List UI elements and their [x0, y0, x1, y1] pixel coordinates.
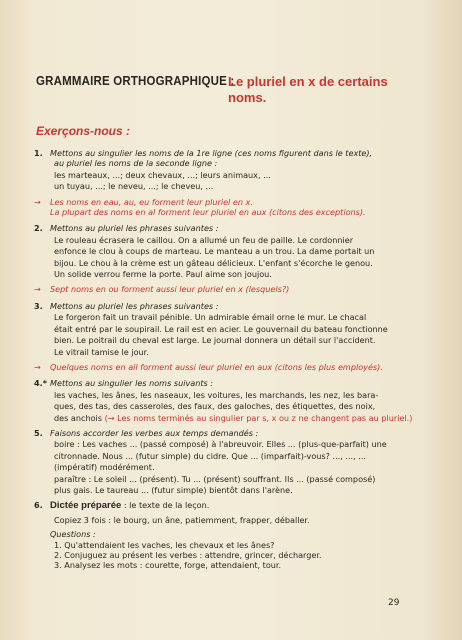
exercise-instruction: Mettons au singulier les noms de la 1re ligne (ces noms figurent dans le texte),	[50, 148, 373, 158]
dictee-text: : le texte de la leçon.	[121, 500, 210, 511]
exercise-number: 2.	[34, 223, 43, 234]
exercise-6	[34, 500, 436, 570]
exercise-text: Le forgeron fait un travail pénible. Un admirable émail orne le mur. Le chacal	[54, 312, 367, 323]
rule-line: Sept noms en ou forment aussi leur pluriel en x (lesquels?)	[50, 284, 290, 295]
arrow-right-icon: →	[34, 284, 41, 295]
exercise-text: plus gais. Le taureau ... (futur simple) bientôt dans l'arène.	[54, 484, 293, 495]
exercise-text: était entré par le soupirail. Le rail est en acier. Le gouvernail du bateau fonctionne	[54, 323, 388, 334]
exercise-text: les vaches, les ânes, les naseaux, les voitures, les marchands, les nez, les bara-	[54, 389, 379, 400]
rule-line: Les noms en eau, au, eu forment leur pluriel en x.	[50, 196, 253, 207]
exercise-text-end: des anchois	[54, 412, 102, 423]
exercise-instruction: Mettons au singulier les noms suivants :	[50, 378, 214, 389]
exercise-2	[34, 223, 436, 279]
exercise-text	[50, 413, 436, 423]
exercise-heading: Exerçons-nous :	[36, 124, 131, 138]
question-item: 3. Analysez les mots : courette, forge, attendaient, tour.	[54, 560, 282, 571]
exercise-text: bien. Le poitrail du cheval est large. Le journal donnera un détail sur l'accident.	[54, 335, 376, 346]
grammar-rule	[34, 284, 436, 294]
copy-line: Copiez 3 fois : le bourg, un âne, patiemment, frapper, déballer.	[54, 514, 310, 525]
rule-line: Quelques noms en ail forment aussi leur pluriel en aux (citons les plus employés).	[50, 361, 383, 372]
exercise-text: les marteaux, ...; deux chevaux, ...; leurs animaux, ...	[54, 169, 271, 180]
exercise-text: (impératif) modérément.	[54, 462, 155, 473]
grammar-rule	[34, 362, 436, 372]
exercise-instruction: Mettons au pluriel les phrases suivantes :	[50, 300, 219, 311]
section-label: GRAMMAIRE ORTHOGRAPHIQUE :	[36, 74, 235, 88]
exercise-text: ques, des tas, des casseroles, des faux, des galoches, des étiquettes, des noix,	[54, 401, 376, 412]
exercise-number: 6.	[34, 500, 43, 511]
exercise-text: Le vitrail tamise le jour.	[54, 346, 149, 357]
question-list	[50, 540, 436, 571]
rule-line: La plupart des noms en al forment leur pluriel en aux (citons des exceptions).	[50, 207, 366, 218]
exercise-instruction: Mettons au pluriel les phrases suivantes :	[50, 223, 219, 234]
exercise-5	[34, 428, 436, 495]
exercise-text: paraître : Le soleil ... (présent). Tu ... (présent) souffrant. Ils ... (passé composé)	[54, 473, 376, 484]
exercise-text: un tuyau, ...; le neveu, ...; le cheveu, ...	[54, 181, 214, 192]
exercise-1	[34, 148, 436, 192]
exercise-instruction: au pluriel les noms de la seconde ligne :	[54, 158, 218, 169]
inline-rule: (→ Les noms terminés au singulier par s, x ou z ne changent pas au pluriel.)	[104, 412, 413, 423]
exercise-list	[34, 148, 436, 576]
dictee-label: Dictée préparée	[50, 500, 122, 512]
exercise-3	[34, 301, 436, 357]
questions-label: Questions :	[50, 529, 96, 540]
exercise-4	[34, 378, 436, 423]
lesson-title: Le pluriel en x de certains noms.	[228, 74, 388, 105]
dictee-line	[50, 500, 436, 511]
exercise-number: 3.	[34, 300, 43, 311]
exercise-text: citronnade. Nous ... (futur simple) du cidre. Que ... (imparfait)-vous? ..., ..., ...	[54, 450, 366, 461]
exercise-text: bijou. Le chou à la crème est un gâteau délicieux. L'enfant s'écorche le genou.	[54, 257, 373, 268]
arrow-right-icon: →	[34, 361, 41, 372]
question-item: 1. Qu'attendaient les vaches, les chevaux et les ânes?	[54, 539, 275, 550]
arrow-right-icon: →	[34, 196, 41, 207]
exercise-text: Le rouleau écrasera le caillou. On a allumé un feu de paille. Le cordonnier	[54, 234, 354, 245]
question-item: 2. Conjuguez au présent les verbes : attendre, grincer, décharger.	[54, 550, 322, 560]
exercise-text: Un solide verrou ferme la porte. Paul aime son joujou.	[54, 269, 272, 280]
exercise-number: 1.	[34, 148, 43, 158]
exercise-text: enfonce le clou à coups de marteau. Le manteau a un trou. La dame portait un	[54, 246, 375, 257]
exercise-text: boire : Les vaches ... (passé composé) à l'abreuvoir. Elles ... (plus-que-parfait) une	[54, 439, 387, 450]
grammar-rule	[34, 197, 436, 218]
exercise-number: 5.	[34, 427, 43, 438]
exercise-instruction: Faisons accorder les verbes aux temps demandés :	[50, 427, 259, 438]
page-number: 29	[388, 598, 400, 608]
exercise-number: 4.*	[34, 378, 47, 389]
